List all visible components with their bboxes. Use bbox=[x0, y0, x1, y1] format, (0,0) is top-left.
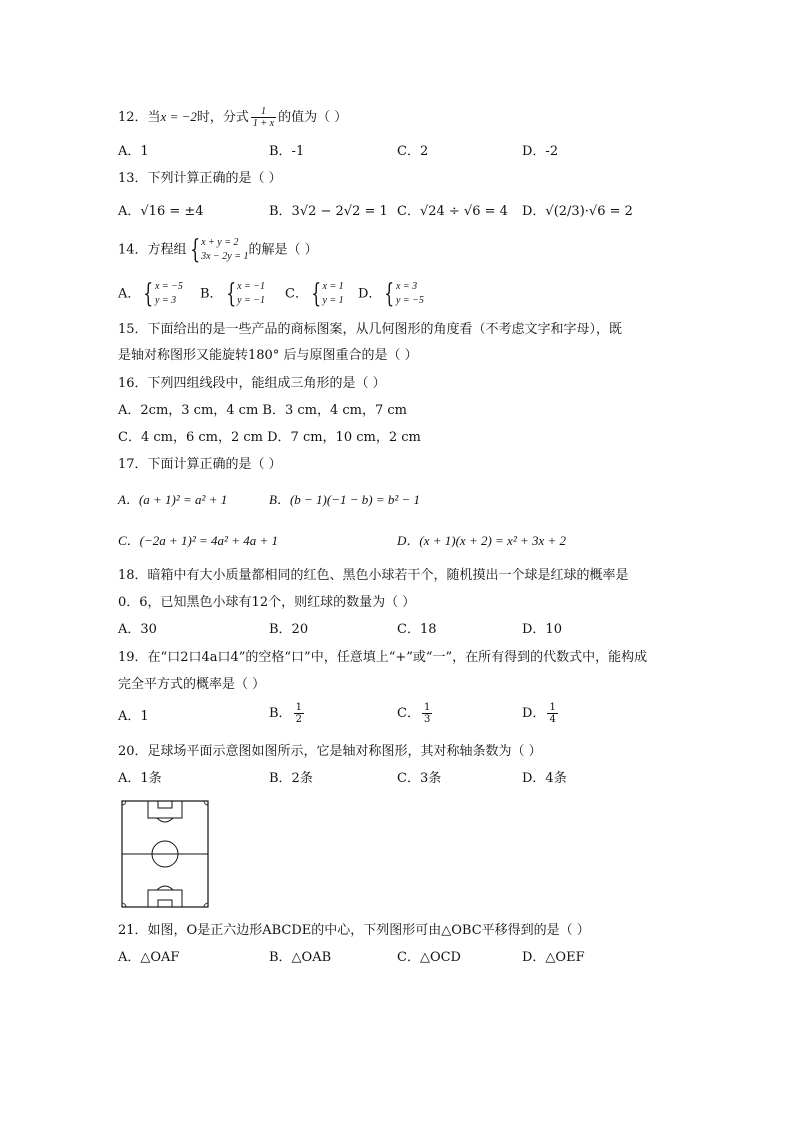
q21-option-d: D．△OEF bbox=[522, 950, 585, 965]
q17-option-c: C．(−2a + 1)² = 4a² + 4a + 1 bbox=[118, 533, 278, 548]
q14-text-b: 的解是（ ） bbox=[248, 242, 318, 258]
question-19-line2: 完全平方式的概率是（ ） bbox=[118, 677, 266, 692]
q19-b-label: B． bbox=[269, 706, 292, 721]
q18-option-b: B．20 bbox=[269, 622, 309, 637]
q20-option-d: D．4条 bbox=[522, 771, 567, 786]
top-penalty-box bbox=[148, 801, 182, 818]
question-13-stem: 13．下列计算正确的是（ ） bbox=[118, 171, 282, 186]
q18-option-c: C．18 bbox=[397, 622, 437, 637]
frac-den: 3 bbox=[423, 714, 431, 725]
q19-option-c bbox=[397, 702, 434, 725]
q14-option-b bbox=[200, 280, 265, 308]
q21-option-b: B．△OAB bbox=[269, 950, 332, 965]
q14-d-system bbox=[396, 280, 424, 308]
question-20-stem: 20．足球场平面示意图如图所示，它是轴对称图形，其对称轴条数为（ ） bbox=[118, 744, 542, 759]
q12-option-b: B．-1 bbox=[269, 144, 305, 159]
q14-b-line1: x = −1 bbox=[237, 281, 266, 292]
q19-option-b bbox=[269, 702, 306, 725]
question-16-stem: 16．下列四组线段中，能组成三角形的是（ ） bbox=[118, 376, 386, 391]
q19-option-a: A．1 bbox=[118, 709, 149, 724]
q19-d-label: D． bbox=[522, 706, 546, 721]
q14-b-system bbox=[237, 280, 265, 308]
q14-b-label: B． bbox=[200, 286, 223, 302]
q13-option-b: B．3√2 − 2√2 = 1 bbox=[269, 204, 388, 219]
q18-option-d: D．10 bbox=[522, 622, 562, 637]
q14-brace: { bbox=[189, 235, 200, 265]
q12-frac-den: 1 + x bbox=[252, 118, 275, 129]
q14-c-line1: x = 1 bbox=[322, 281, 344, 292]
q14-text-a: 14．方程组 bbox=[118, 242, 187, 258]
q14-a-line1: x = −5 bbox=[154, 281, 183, 292]
q12-condition: x = −2 bbox=[160, 109, 197, 124]
question-19-line1: 19．在“口2口4a口4”的空格“口”中，任意填上“+”或“一”，在所有得到的代数式中，能构成 bbox=[118, 650, 648, 665]
bottom-penalty-box bbox=[148, 890, 182, 907]
q17-option-a: A．(a + 1)² = a² + 1 bbox=[118, 492, 228, 507]
q12-option-c: C．2 bbox=[397, 144, 429, 159]
q13-option-c: C．√24 ÷ √6 = 4 bbox=[397, 204, 508, 219]
question-12-stem bbox=[118, 106, 347, 129]
frac-num: 1 bbox=[549, 702, 556, 713]
question-15-line2: 是轴对称图形又能旋转180° 后与原图重合的是（ ） bbox=[118, 348, 418, 363]
q19-d-fraction bbox=[547, 702, 557, 725]
brace-glyph: { bbox=[225, 279, 236, 309]
q14-eq2: 3x − 2y = 1 bbox=[201, 251, 249, 262]
q14-a-system bbox=[155, 280, 183, 308]
q14-c-line2: y = 1 bbox=[322, 295, 344, 306]
q14-c-system bbox=[323, 280, 344, 308]
brace-glyph: { bbox=[143, 279, 154, 309]
q17-option-d: D．(x + 1)(x + 2) = x² + 3x + 2 bbox=[397, 533, 567, 548]
q20-option-b: B．2条 bbox=[269, 771, 313, 786]
q21-option-a: A．△OAF bbox=[118, 950, 180, 965]
q19-c-label: C． bbox=[397, 706, 420, 721]
question-21-stem: 21．如图，O是正六边形ABCDE的中心，下列图形可由△OBC平移得到的是（ ） bbox=[118, 923, 590, 938]
soccer-field-diagram bbox=[121, 800, 209, 908]
q12-text-b: 时，分式 bbox=[196, 110, 249, 125]
q12-text-a: 12．当 bbox=[118, 110, 161, 125]
q14-a-label: A． bbox=[118, 286, 141, 302]
q14-d-line1: x = 3 bbox=[395, 281, 418, 292]
q14-d-label: D． bbox=[358, 286, 382, 302]
q20-option-a: A．1条 bbox=[118, 771, 162, 786]
frac-den: 4 bbox=[549, 714, 556, 725]
bottom-goal-box bbox=[158, 900, 172, 907]
question-17-stem: 17．下面计算正确的是（ ） bbox=[118, 457, 282, 472]
q12-fraction bbox=[251, 106, 276, 129]
q19-b-fraction bbox=[294, 702, 304, 725]
q12-frac-num: 1 bbox=[251, 106, 276, 118]
q17-option-b: B．(b − 1)(−1 − b) = b² − 1 bbox=[269, 492, 421, 507]
q14-system bbox=[201, 236, 248, 264]
q14-d-line2: y = −5 bbox=[395, 295, 424, 306]
q14-eq1: x + y = 2 bbox=[201, 237, 239, 248]
q12-text-c: 的值为（ ） bbox=[278, 110, 348, 125]
bottom-penalty-arc bbox=[157, 886, 173, 890]
frac-den: 2 bbox=[295, 714, 302, 725]
q13-option-d: D．√(2/3)·√6 = 2 bbox=[522, 204, 633, 219]
question-15-line1: 15．下面给出的是一些产品的商标图案，从几何图形的角度看（不考虑文字和字母），既 bbox=[118, 322, 623, 337]
top-penalty-arc bbox=[157, 818, 173, 822]
q16-options-row1: A．2cm，3 cm，4 cm B．3 cm，4 cm，7 cm bbox=[118, 403, 408, 418]
brace-glyph: { bbox=[384, 279, 395, 309]
q14-c-label: C． bbox=[285, 286, 308, 302]
question-18-line2: 0．6，已知黑色小球有12个，则红球的数量为（ ） bbox=[118, 595, 416, 610]
q14-b-line2: y = −1 bbox=[237, 295, 266, 306]
q20-option-c: C．3条 bbox=[397, 771, 442, 786]
q12-option-d: D．-2 bbox=[522, 144, 559, 159]
top-goal-box bbox=[158, 801, 172, 808]
q13-option-a: A．√16 = ±4 bbox=[118, 204, 204, 219]
q16-options-row2: C．4 cm，6 cm，2 cm D．7 cm，10 cm，2 cm bbox=[118, 430, 421, 445]
frac-num: 1 bbox=[295, 702, 302, 713]
q19-c-fraction bbox=[422, 702, 432, 725]
brace-glyph: { bbox=[311, 279, 322, 309]
q12-option-a: A．1 bbox=[118, 144, 149, 159]
q14-option-c bbox=[285, 280, 344, 308]
q18-option-a: A．30 bbox=[118, 622, 157, 637]
frac-num: 1 bbox=[423, 702, 431, 713]
q14-option-a bbox=[118, 280, 183, 308]
q21-option-c: C．△OCD bbox=[397, 950, 461, 965]
question-14-stem bbox=[118, 236, 318, 264]
q19-option-d bbox=[522, 702, 560, 725]
question-18-line1: 18．暗箱中有大小质量都相同的红色、黑色小球若干个，随机摸出一个球是红球的概率是 bbox=[118, 568, 629, 583]
q14-a-line2: y = 3 bbox=[154, 295, 177, 306]
q14-option-d bbox=[358, 280, 424, 308]
